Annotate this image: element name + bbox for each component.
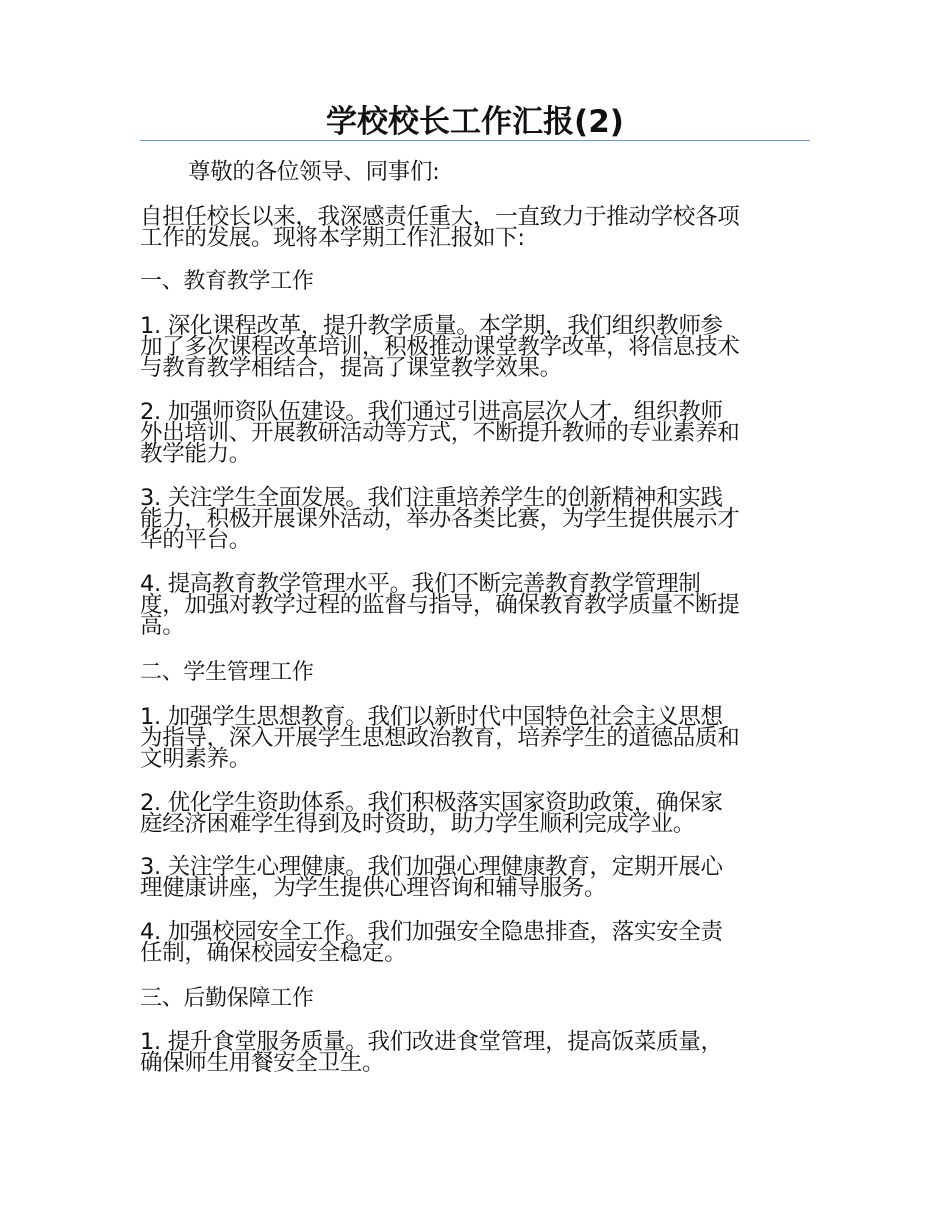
text-line: 与教育教学相结合，提高了课堂教学效果。 — [140, 355, 562, 381]
text-line: 1. 提升食堂服务质量。我们改进食堂管理，提高饭菜质量， — [140, 1029, 723, 1055]
list-item — [140, 399, 812, 467]
text-line: 外出培训、开展教研活动等方式，不断提升教师的专业素养和 — [140, 420, 740, 446]
greeting: 尊敬的各位领导、同事们: — [188, 159, 440, 185]
text-line: 文明素养。 — [140, 746, 252, 772]
list-item — [140, 854, 812, 901]
list-item — [140, 790, 812, 837]
text-line: 加了多次课程改革培训，积极推动课堂教学改革，将信息技术 — [140, 334, 740, 360]
intro-paragraph — [140, 204, 812, 251]
text-line: 理健康讲座，为学生提供心理咨询和辅导服务。 — [140, 875, 607, 901]
text-line: 能力，积极开展课外活动，举办各类比赛，为学生提供展示才 — [140, 506, 740, 532]
text-line: 工作的发展。现将本学期工作汇报如下: — [140, 225, 525, 251]
list-item — [140, 704, 812, 772]
section-heading-student: 二、学生管理工作 — [140, 660, 314, 685]
list-item — [140, 571, 812, 639]
text-line: 1. 加强学生思想教育。我们以新时代中国特色社会主义思想 — [140, 704, 723, 730]
section-heading-logistics: 三、后勤保障工作 — [140, 986, 314, 1011]
text-line: 度，加强对教学过程的监督与指导，确保教育教学质量不断提 — [140, 592, 740, 618]
text-line: 4. 加强校园安全工作。我们加强安全隐患排查，落实安全责 — [140, 919, 723, 945]
text-line: 任制，确保校园安全稳定。 — [140, 940, 407, 966]
section-heading-teaching: 一、教育教学工作 — [140, 269, 314, 294]
text-line: 3. 关注学生心理健康。我们加强心理健康教育，定期开展心 — [140, 854, 723, 880]
text-line: 4. 提高教育教学管理水平。我们不断完善教育教学管理制 — [140, 571, 701, 597]
text-line: 教学能力。 — [140, 441, 252, 467]
title-underline — [140, 140, 810, 141]
list-item — [140, 1029, 812, 1076]
text-line: 高。 — [140, 613, 185, 639]
text-line: 2. 加强师资队伍建设。我们通过引进高层次人才，组织教师 — [140, 399, 723, 425]
text-line: 3. 关注学生全面发展。我们注重培养学生的创新精神和实践 — [140, 485, 723, 511]
text-line: 华的平台。 — [140, 527, 252, 553]
text-line: 庭经济困难学生得到及时资助，助力学生顺利完成学业。 — [140, 811, 696, 837]
text-line: 2. 优化学生资助体系。我们积极落实国家资助政策，确保家 — [140, 790, 723, 816]
text-line: 确保师生用餐安全卫生。 — [140, 1050, 385, 1076]
text-line: 自担任校长以来，我深感责任重大，一直致力于推动学校各项 — [140, 204, 740, 230]
list-item — [140, 485, 812, 553]
text-line: 为指导，深入开展学生思想政治教育，培养学生的道德品质和 — [140, 725, 740, 751]
list-item — [140, 919, 812, 966]
text-line: 1. 深化课程改革，提升教学质量。本学期，我们组织教师参 — [140, 313, 723, 339]
document-title: 学校校长工作汇报(2) — [326, 104, 624, 140]
list-item — [140, 313, 812, 381]
